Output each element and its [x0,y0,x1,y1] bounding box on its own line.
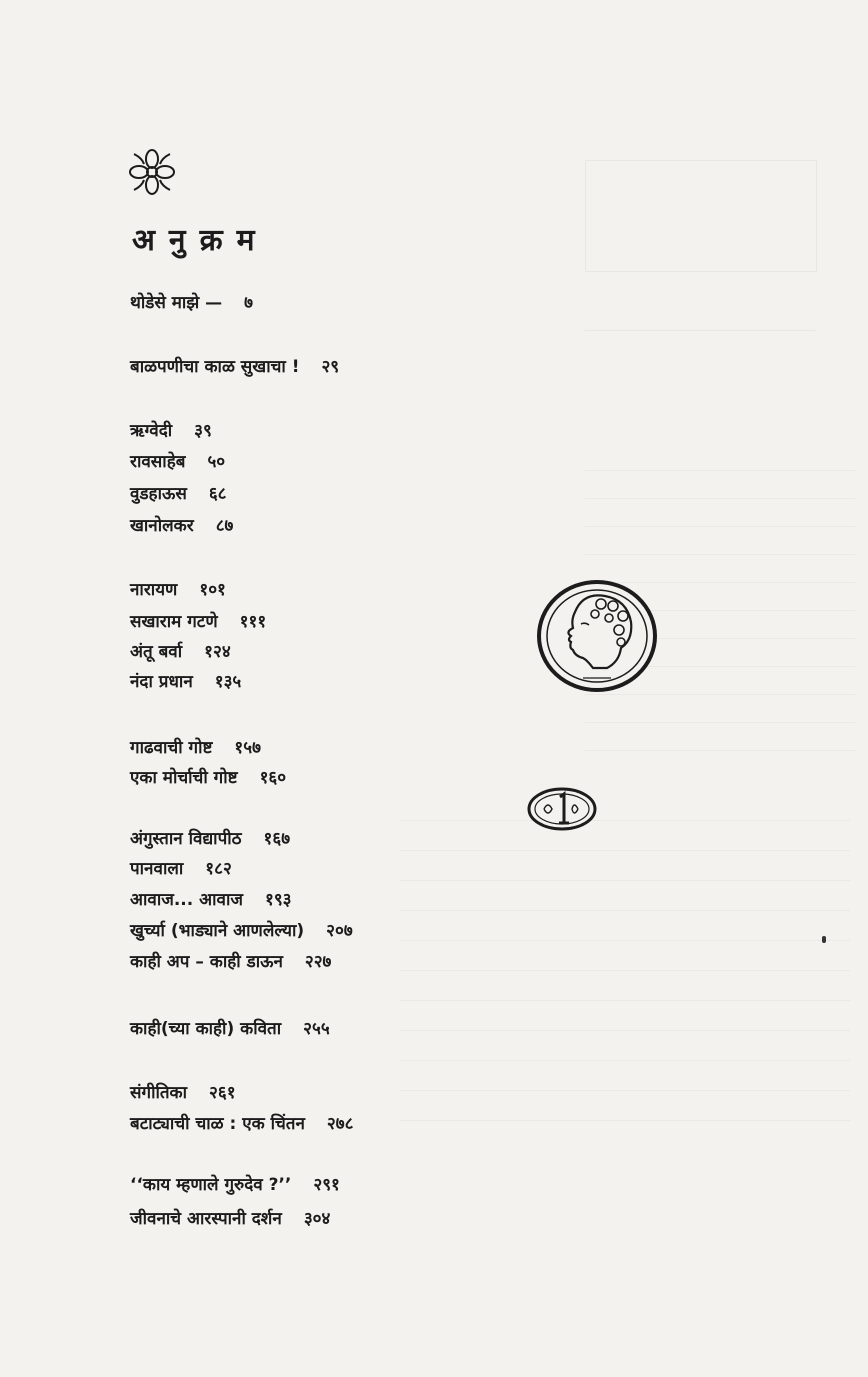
page-number: २९१ [313,1175,340,1195]
toc-entry: ‘‘काय म्हणाले गुरुदेव ?’’ २९१ [130,1175,340,1195]
toc-entry: ऋग्वेदी ३९ [130,421,212,441]
page-number: २९ [321,357,340,377]
toc-entry: रावसाहेब ५० [130,452,226,472]
page-number: २५५ [303,1019,330,1039]
toc-entry: जीवनाचे आरस्पानी दर्शन ३०४ [130,1209,331,1229]
page-number: १३५ [214,672,242,692]
toc-entry: संगीतिका २६१ [130,1083,236,1103]
toc-entry: थोडेसे माझे — ७ [130,293,253,313]
page-number: ३९ [194,421,212,441]
page-number: १०१ [199,580,226,600]
page-number: ८७ [215,516,234,536]
toc-entry: एका मोर्चाची गोष्ट १६० [130,768,287,788]
page-number: १६७ [263,829,291,849]
page-number: ५० [207,452,226,472]
toc-entry: अंतू बर्वा १२४ [130,642,231,662]
contents-heading: अनुक्रम [132,223,269,258]
toc-entry: आवाज... आवाज १९३ [130,890,292,910]
toc-entry: गाढवाची गोष्ट १५७ [130,738,261,758]
small-coin-icon [526,787,598,831]
ink-speck [822,936,826,943]
page-number: २६१ [209,1083,236,1103]
floral-ornament-icon [128,148,176,196]
page-number: ६८ [208,484,227,504]
page-number: १५७ [234,738,261,758]
bleed-through-texture [400,820,850,1150]
toc-entry: खुर्च्या (भाड्याने आणलेल्या) २०७ [130,921,353,941]
toc-entry: नारायण १०१ [130,580,226,600]
page-number: २२७ [304,952,332,972]
toc-entry: बटाट्याची चाळ : एक चिंतन २७८ [130,1114,354,1134]
page-number: ७ [244,293,253,313]
page-number: १६० [259,768,287,788]
toc-entry: काही(च्या काही) कविता २५५ [130,1019,330,1039]
toc-entry: नंदा प्रधान १३५ [130,672,242,692]
toc-entry: सखाराम गटणे १११ [130,612,267,632]
toc-entry: पानवाला १८२ [130,859,232,879]
page-number: २०७ [326,921,353,941]
toc-entry: बाळपणीचा काळ सुखाचा ! २९ [130,357,340,377]
page-number: १११ [239,612,267,632]
toc-entry: अंगुस्तान विद्यापीठ १६७ [130,829,291,849]
toc-entry: काही अप – काही डाऊन २२७ [130,952,332,972]
page-number: २७८ [326,1114,354,1134]
page-number: १९३ [264,890,292,910]
bleed-through-texture [585,160,817,272]
page-number: ३०४ [303,1209,331,1229]
page-number: १२४ [204,642,231,662]
bleed-through-texture [585,330,815,332]
portrait-coin-icon [535,578,659,694]
toc-entry: खानोलकर ८७ [130,516,234,536]
page-number: १८२ [205,859,232,879]
toc-entry: वुडहाऊस ६८ [130,484,227,504]
